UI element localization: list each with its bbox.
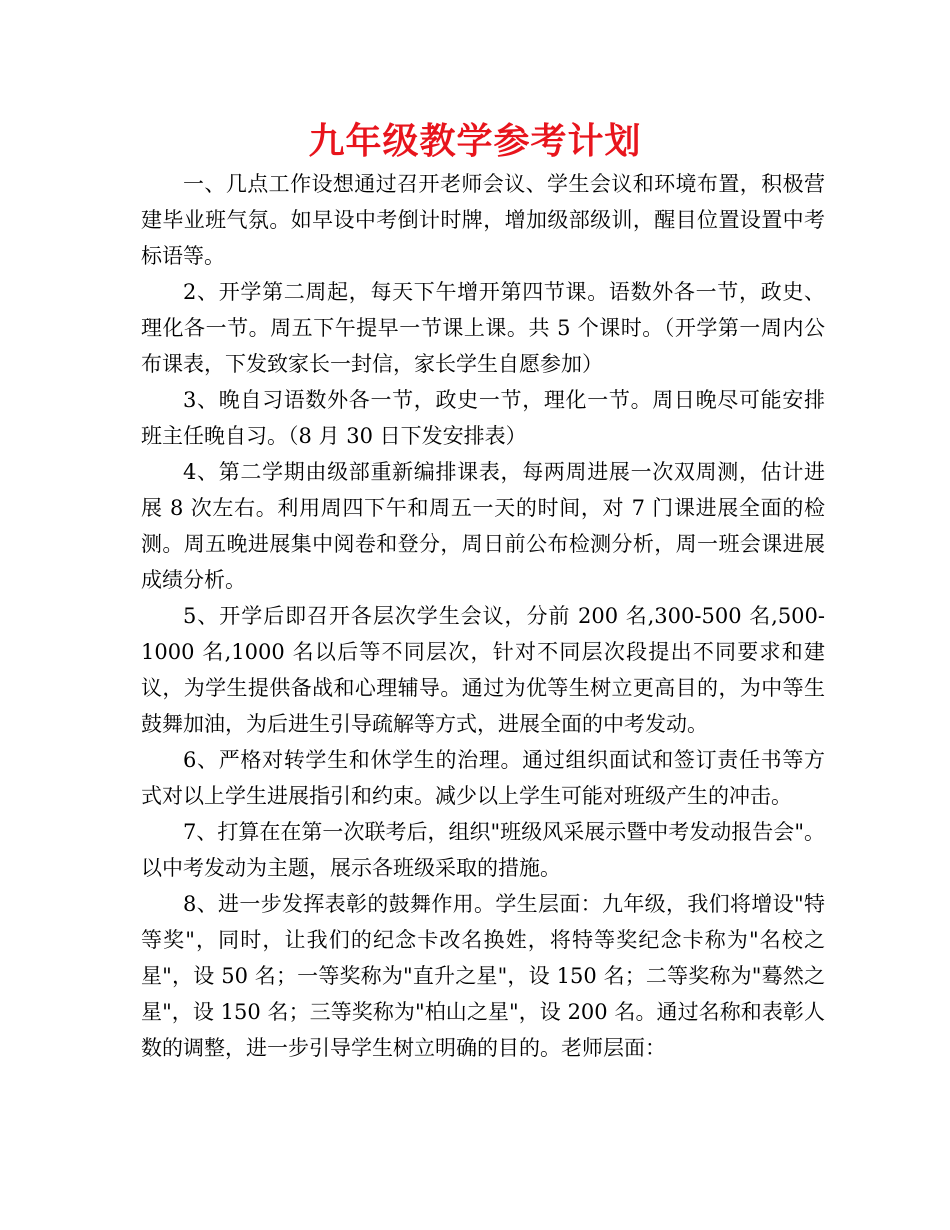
paragraph-4: 4、第二学期由级部重新编排课表，每两周进展一次双周测，估计进展 8 次左右。利用周四下午和周五一天的时间，对 7 门课进展全面的检测。周五晚进展集中阅卷和登分，周日前公布检测分析，周一班会课进展成绩分析。 [141,460,825,592]
document-body [141,166,825,1066]
paragraph-2: 2、开学第二周起，每天下午增开第四节课。语数外各一节，政史、理化各一节。周五下午提早一节课上课。共 5 个课时。（开学第一周内公布课表，下发致家长一封信，家长学生自愿参加） [141,280,825,376]
paragraph-8: 8、进一步发挥表彰的鼓舞作用。学生层面：九年级，我们将增设"特等奖"，同时，让我们的纪念卡改名换姓，将特等奖纪念卡称为"名校之星"，设 50 名；一等奖称为"直升之星"，设 150 名；二等奖称为"蓦然之星"，设 150 名；三等奖称为"柏山之星"，设 200 名。通过名称和表彰人数的调整，进一步引导学生树立明确的目的。老师层面： [141,892,825,1060]
paragraph-3: 3、晚自习语数外各一节，政史一节，理化一节。周日晚尽可能安排班主任晚自习。（8 月 30 日下发安排表） [141,388,825,448]
paragraph-7: 7、打算在在第一次联考后，组织"班级风采展示暨中考发动报告会"。以中考发动为主题，展示各班级采取的措施。 [141,820,825,880]
paragraph-6: 6、严格对转学生和休学生的治理。通过组织面试和签订责任书等方式对以上学生进展指引和约束。减少以上学生可能对班级产生的冲击。 [141,748,825,808]
paragraph-1: 一、几点工作设想通过召开老师会议、学生会议和环境布置，积极营建毕业班气氛。如早设中考倒计时牌，增加级部级训，醒目位置设置中考标语等。 [141,172,825,268]
document-title: 九年级教学参考计划 [308,121,642,162]
paragraph-5: 5、开学后即召开各层次学生会议，分前 200 名,300-500 名,500-1000 名,1000 名以后等不同层次，针对不同层次段提出不同要求和建议，为学生提供备战和心理辅导。通过为优等生树立更高目的，为中等生鼓舞加油，为后进生引导疏解等方式，进展全面的中考发动。 [141,604,825,736]
